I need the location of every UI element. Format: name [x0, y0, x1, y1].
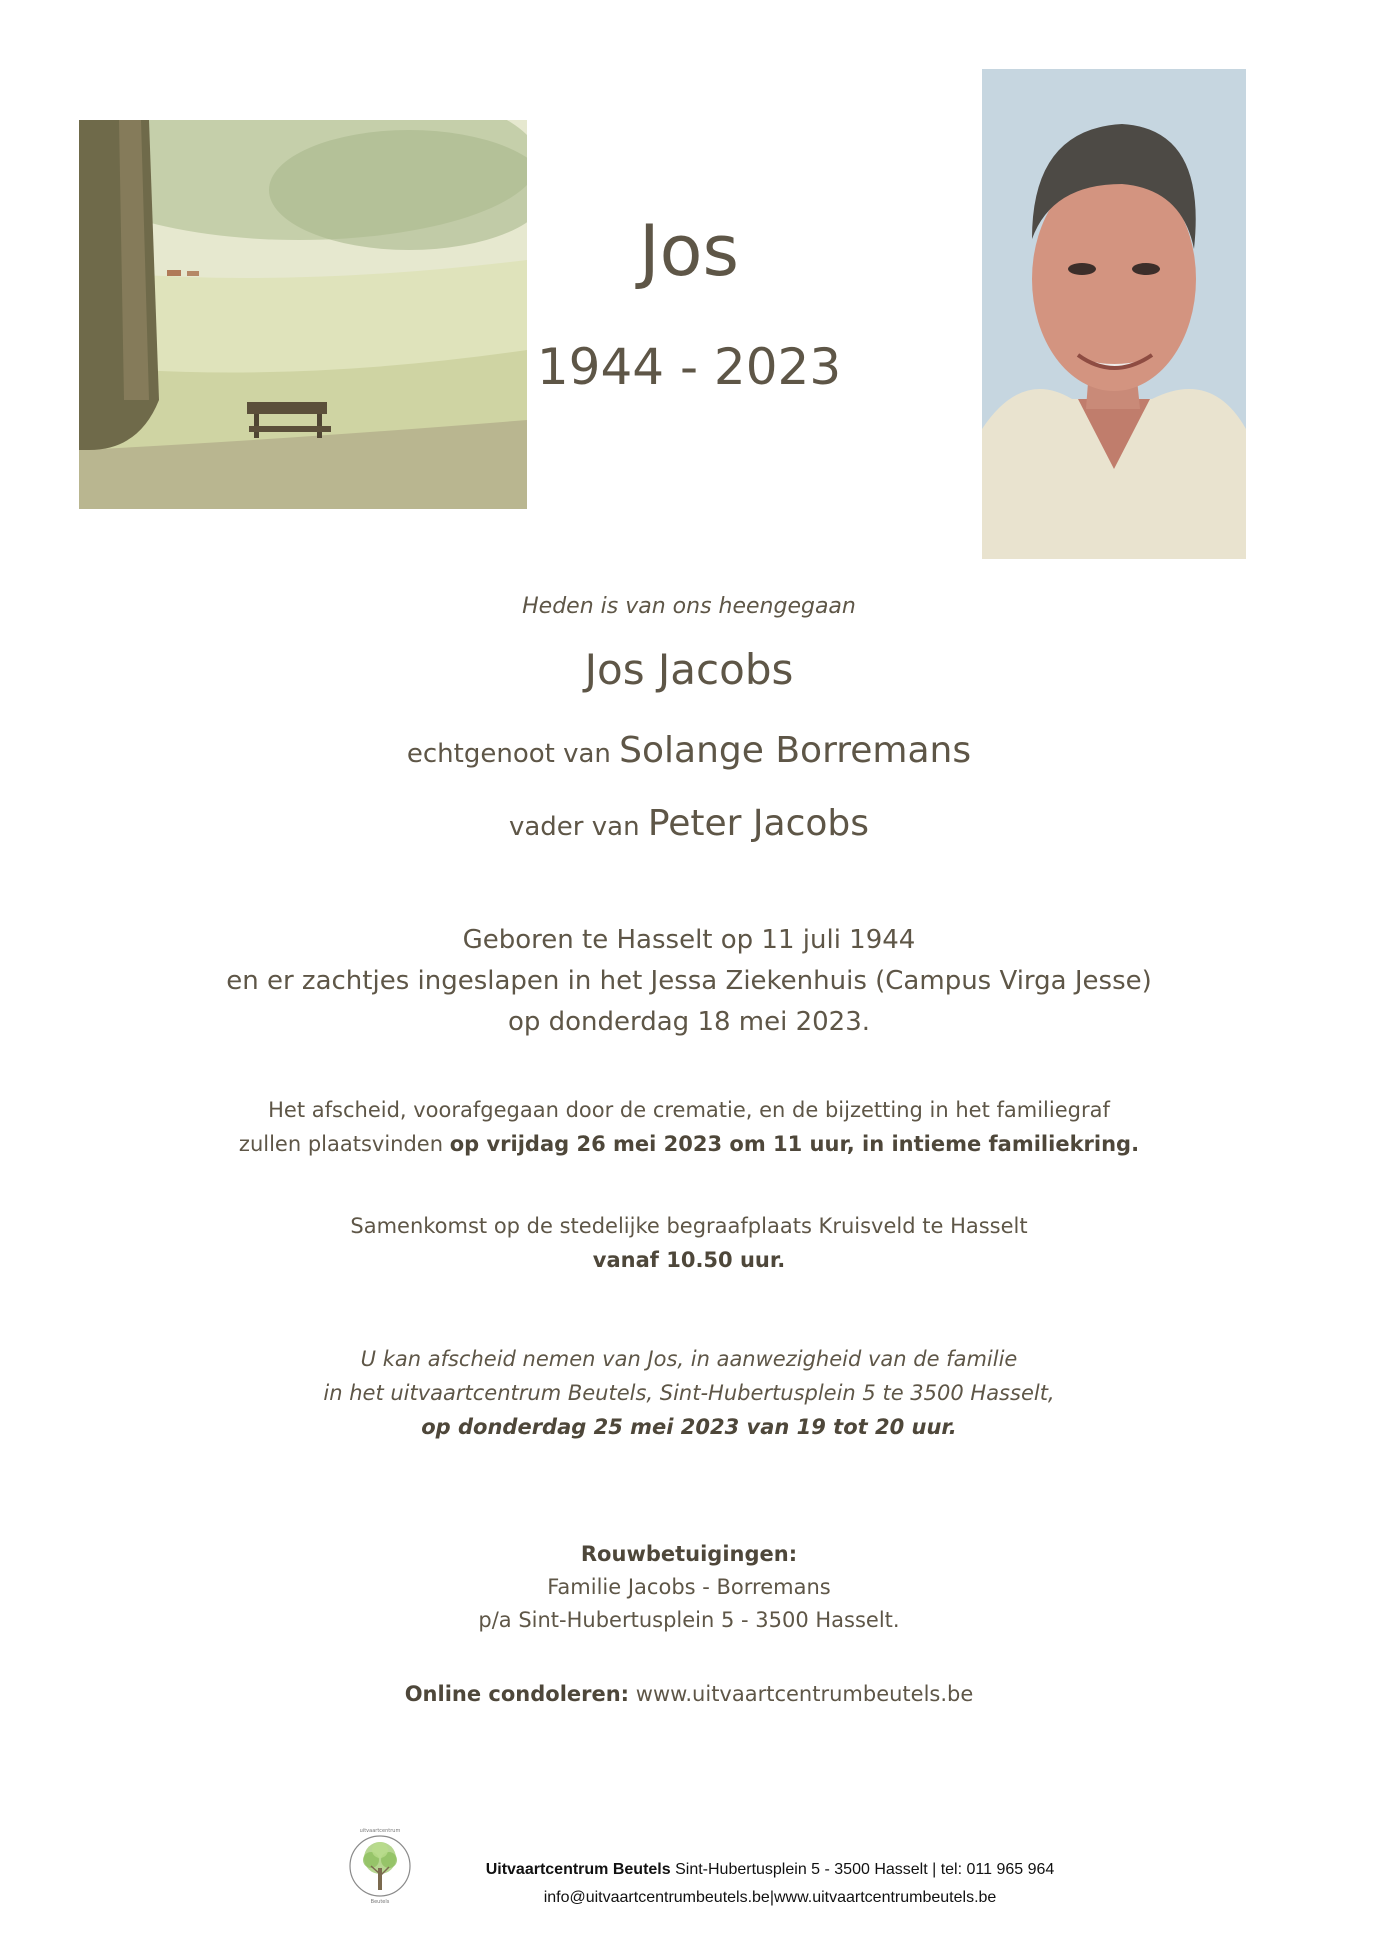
ceremony-line-2-text: zullen plaatsvinden: [238, 1132, 450, 1156]
meeting-location: Samenkomst op de stedelijke begraafplaats Kruisveld te Hasselt: [350, 1214, 1028, 1238]
condolences-family: Familie Jacobs - Borremans: [547, 1575, 831, 1599]
deceased-name: Jos Jacobs: [584, 645, 794, 694]
visitation-line-2: in het uitvaartcentrum Beutels, Sint-Hubertusplein 5 te 3500 Hasselt,: [323, 1381, 1055, 1405]
intro-text: Heden is van ons heengegaan: [522, 594, 856, 619]
visitation-block: [0, 1342, 1378, 1444]
condolences-address: p/a Sint-Hubertusplein 5 - 3500 Hasselt.: [478, 1608, 900, 1632]
footer-contact: [420, 1856, 1120, 1912]
birth-line: Geboren te Hasselt op 11 juli 1944: [462, 925, 916, 955]
relation-name: Solange Borremans: [619, 730, 972, 771]
relation-name: Peter Jacobs: [647, 803, 870, 844]
ceremony-line-2: [0, 1127, 1378, 1161]
tree-logo-icon: [347, 1824, 413, 1904]
online-label: Online condoleren:: [404, 1682, 630, 1706]
birth-death-block: [0, 920, 1378, 1043]
condolences-heading: Rouwbetuigingen:: [580, 1542, 798, 1566]
relation-child: [0, 803, 1378, 844]
footer-company: Uitvaartcentrum Beutels: [485, 1861, 671, 1878]
meeting-time: vanaf 10.50 uur.: [592, 1248, 786, 1272]
death-place-line: en er zachtjes ingeslapen in het Jessa Ziekenhuis (Campus Virga Jesse): [226, 966, 1152, 996]
footer-line-2[interactable]: info@uitvaartcentrumbeutels.be|www.uitvaartcentrumbeutels.be: [543, 1889, 997, 1906]
visitation-date: op donderdag 25 mei 2023 van 19 tot 20 uur.: [421, 1415, 957, 1439]
portrait-photo: [982, 69, 1246, 559]
relation-spouse: [0, 730, 1378, 771]
bench-landscape-image: [79, 120, 527, 509]
ceremony-date: op vrijdag 26 mei 2023 om 11 uur, in intieme familiekring.: [449, 1132, 1140, 1156]
visitation-line-1: U kan afscheid nemen van Jos, in aanwezigheid van de familie: [360, 1347, 1018, 1371]
condolences-block: [0, 1538, 1378, 1637]
footer-line-1: [420, 1856, 1120, 1884]
landscape-photo: [79, 120, 527, 509]
header-years: 1944 - 2023: [536, 338, 842, 396]
ceremony-block: [0, 1093, 1378, 1161]
funeral-home-logo: [347, 1824, 413, 1904]
logo-text-bottom: Beutels: [370, 1899, 390, 1904]
online-url[interactable]: www.uitvaartcentrumbeutels.be: [635, 1682, 974, 1706]
header-name: Jos: [639, 210, 739, 292]
logo-text-top: uitvaartcentrum: [359, 1828, 401, 1834]
death-date-line: op donderdag 18 mei 2023.: [507, 1007, 871, 1037]
relation-prefix: vader van: [508, 812, 640, 842]
portrait-image: [982, 69, 1246, 559]
footer-address: Sint-Hubertusplein 5 - 3500 Hasselt | tel: 011 965 964: [670, 1861, 1055, 1878]
ceremony-line-1: Het afscheid, voorafgegaan door de crematie, en de bijzetting in het familiegraf: [268, 1098, 1110, 1122]
meeting-block: [0, 1209, 1378, 1277]
online-condolences: [0, 1682, 1378, 1706]
relation-prefix: echtgenoot van: [406, 739, 611, 769]
